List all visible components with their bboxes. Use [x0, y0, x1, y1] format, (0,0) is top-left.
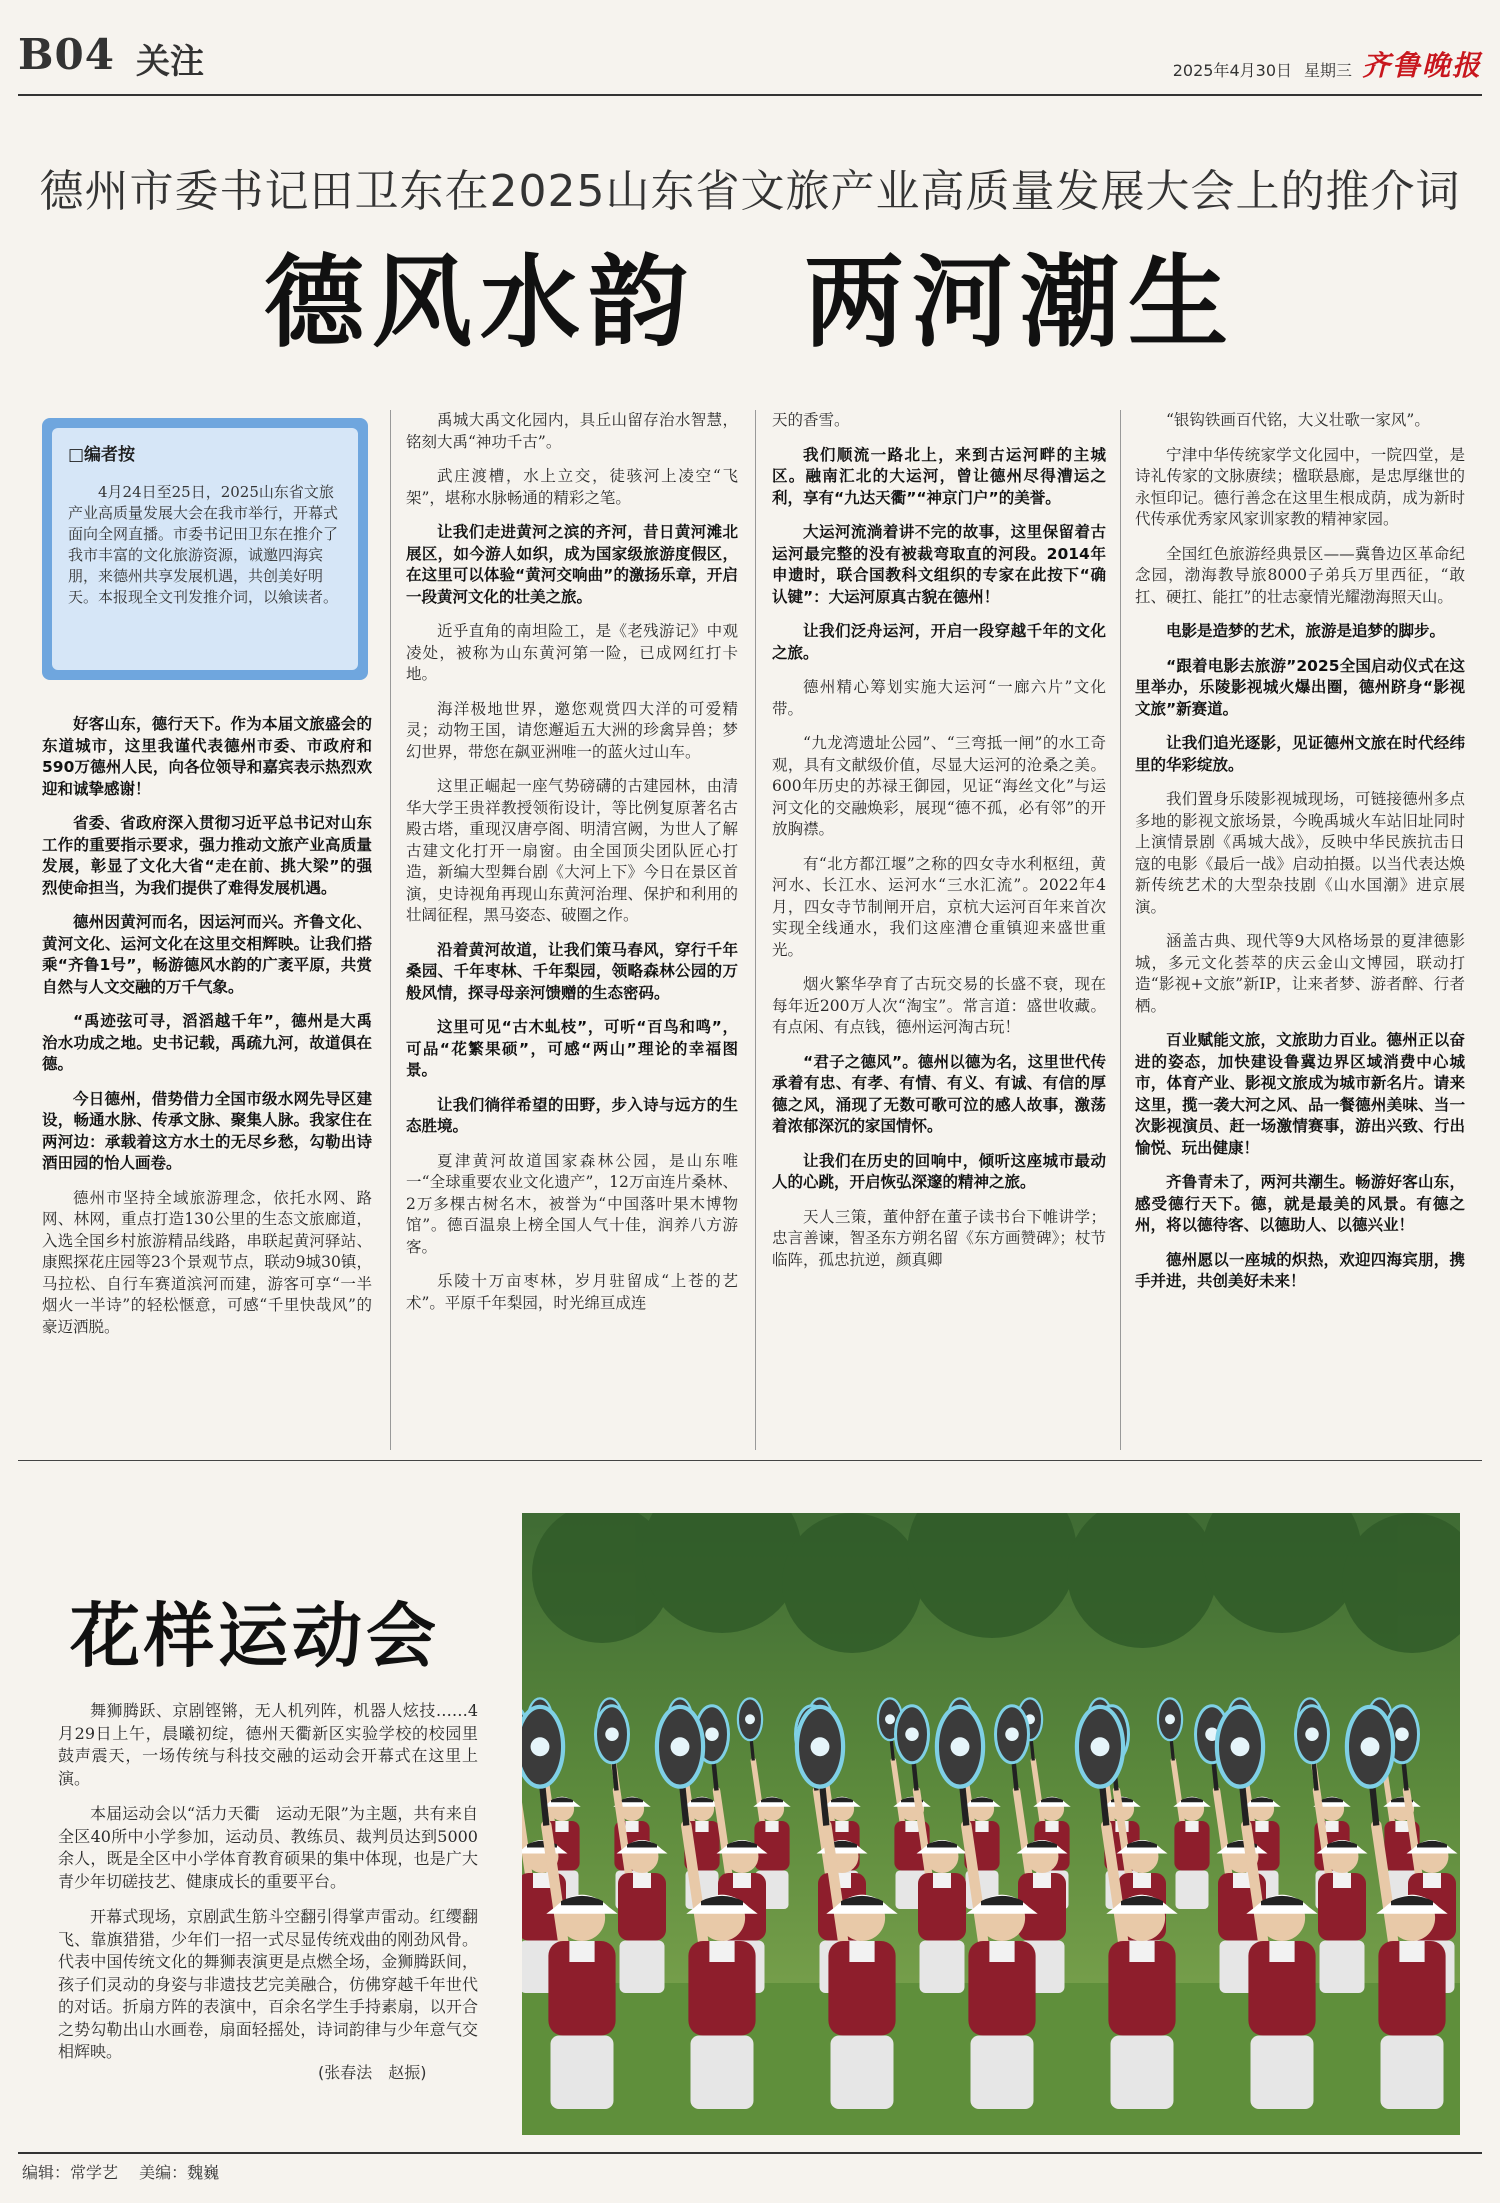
header-rule	[18, 94, 1482, 96]
article-paragraph: 乐陵十万亩枣林，岁月驻留成“上苍的艺术”。平原千年梨园，时光绵亘成连	[406, 1272, 738, 1312]
designer-credit: 美编：魏巍	[139, 2163, 220, 2182]
article-paragraph: 我们顺流一路北上，来到古运河畔的主城区。融南汇北的大运河，曾让德州尽得漕运之利，享有“九达天衢”“神京门户”的美誉。	[772, 445, 1106, 507]
article-paragraph: 德州精心筹划实施大运河“一廊六片”文化带。	[772, 678, 1106, 718]
article-headline: 德风水韵 两河潮生	[264, 243, 1236, 361]
article-paragraph: 德州市坚持全域旅游理念，依托水网、路网、林网，重点打造130公里的生态文旅廊道，入选全国乡村旅游精品线路，串联起黄河驿站、康熙探花庄园等23个景观节点，联动9城30镇，马拉松、自行车赛道滨河而建，游客可享“一半烟火一半诗”的轻松惬意，可感“千里快哉风”的豪迈洒脱。	[42, 1188, 372, 1336]
article-paragraph: 好客山东，德行天下。作为本届文旅盛会的东道城市，这里我谨代表德州市委、市政府和590万德州人民，向各位领导和嘉宾表示热烈欢迎和诚挚感谢！	[42, 715, 372, 798]
sports-paragraph: 舞狮腾跃、京剧铿锵，无人机列阵，机器人炫技……4月29日上午，晨曦初绽，德州天衢新区实验学校的校园里鼓声震天，一场传统与科技交融的运动会开幕式在这里上演。	[58, 1701, 478, 1788]
article-paragraph: 德州愿以一座城的炽热，欢迎四海宾朋，携手并进，共创美好未来！	[1135, 1250, 1465, 1290]
article-column-2	[406, 410, 738, 1327]
article-paragraph: “君子之德风”。德州以德为名，这里世代传承着有忠、有孝、有情、有义、有诚、有信的厚德之风，涌现了无数可歌可泣的感人故事，激荡着浓郁深沉的家国情怀。	[772, 1052, 1106, 1135]
article-paragraph: 省委、省政府深入贯彻习近平总书记对山东工作的重要指示要求，强力推动文旅产业高质量发展，彰显了文化大省“走在前、挑大梁”的强烈使命担当，为我们提供了难得发展机遇。	[42, 814, 372, 897]
page-code: B04	[18, 30, 115, 79]
article-paragraph: 让我们徜徉希望的田野，步入诗与远方的生态胜境。	[406, 1095, 738, 1135]
article-paragraph: 百业赋能文旅，文旅助力百业。德州正以奋进的姿态，加快建设鲁冀边界区域消费中心城市，体育产业、影视文旅成为城市新名片。请来这里，揽一袭大河之风、品一餐德州美味、当一次影视演员、赶一场激情赛事，游出兴致、行出愉悦、玩出健康！	[1135, 1031, 1465, 1157]
article-paragraph: 让我们泛舟运河，开启一段穿越千年的文化之旅。	[772, 622, 1106, 662]
article-paragraph: 烟火繁华孕育了古玩交易的长盛不衰，现在每年近200万人次“淘宝”。常言道：盛世收藏。有点闲、有点钱，德州运河淘古玩！	[772, 975, 1106, 1036]
article-paragraph: 禹城大禹文化园内，具丘山留存治水智慧，铭刻大禹“神功千古”。	[406, 411, 738, 451]
article-paragraph: 齐鲁青未了，两河共潮生。畅游好客山东，感受德行天下。德，就是最美的风景。有德之州，将以德待客、以德助人、以德兴业！	[1135, 1173, 1465, 1234]
article-paragraph: 德州因黄河而名，因运河而兴。齐鲁文化、黄河文化、运河文化在这里交相辉映。让我们搭乘“齐鲁1号”，畅游德风水韵的广袤平原，共赏自然与人文交融的万千气象。	[42, 913, 372, 996]
article-paragraph: 涵盖古典、现代等9大风格场景的夏津德影城，多元文化荟萃的庆云金山文博园，联动打造“影视+文旅”新IP，让来者梦、游者醉、行者栖。	[1135, 932, 1465, 1015]
sports-paragraph: 本届运动会以“活力天衢 运动无限”为主题，共有来自全区40所中小学参加，运动员、教练员、裁判员达到5000余人，既是全区中小学体育教育硕果的集中体现，也是广大青少年切磋技艺、健康成长的重要平台。	[58, 1804, 478, 1891]
sports-title: 花样运动会	[70, 1594, 440, 1677]
article-paragraph: 夏津黄河故道国家森林公园，是山东唯一“全球重要农业文化遗产”，12万亩连片桑林、2万多棵古树名木，被誉为“中国落叶果木博物馆”。德百温泉上榜全国人气十佳，润养八方游客。	[406, 1151, 738, 1256]
article-paragraph: 有“北方都江堰”之称的四女寺水利枢纽，黄河水、长江水、运河水“三水汇流”。2022年4月，四女寺节制闸开启，京杭大运河百年来首次实现全线通水，我们这座漕仓重镇迎来盛世重光。	[772, 854, 1106, 959]
article-paragraph: 宁津中华传统家学文化园中，一院四堂，是诗礼传家的文脉赓续；楹联悬廊，是忠厚继世的永恒印记。德行善念在这里生根成荫，成为新时代传承优秀家风家训家教的精神家园。	[1135, 445, 1465, 528]
page-footer	[22, 2160, 235, 2183]
article-paragraph: “九龙湾遗址公园”、“三弯抵一闸”的水工奇观，具有文献级价值，尽显大运河的沧桑之美。600年历史的苏禄王御园，见证“海丝文化”与运河文化的交融焕彩，展现“德不孤，必有邻”的开放胸襟。	[772, 734, 1106, 838]
article-column-4	[1135, 410, 1465, 1306]
sports-article-body	[58, 1700, 478, 2077]
article-paragraph: 大运河流淌着讲不完的故事，这里保留着古运河最完整的没有被裁弯取直的河段。2014年申遗时，联合国教科文组织的专家在此按下“确认键”：大运河原真古貌在德州！	[772, 523, 1106, 606]
column-divider	[755, 410, 756, 1450]
article-paragraph: 我们置身乐陵影视城现场，可链接德州多点多地的影视文旅场景，今晚禹城火车站旧址同时上演情景剧《禹城大战》，反映中华民族抗击日寇的电影《最后一战》启动拍摄。以当代表达焕新传统艺术的大型杂技剧《山水国潮》进京展演。	[1135, 790, 1465, 916]
article-column-1	[42, 714, 372, 1351]
article-paragraph: 今日德州，借势借力全国市级水网先导区建设，畅通水脉、传承文脉、聚集人脉。我家住在两河边：承载着这方水土的无尽乡愁，勾勒出诗酒田园的怡人画卷。	[42, 1089, 372, 1172]
article-column-3	[772, 410, 1106, 1284]
sports-byline: (张春法 赵振)	[318, 2063, 427, 2082]
article-paragraph: 让我们走进黄河之滨的齐河，昔日黄河滩北展区，如今游人如织，成为国家级旅游度假区，在这里可以体验“黄河交响曲”的激扬乐章，开启一段黄河文化的壮美之旅。	[406, 523, 738, 606]
editor-note-title: □编者按	[68, 445, 136, 465]
footer-rule	[18, 2152, 1482, 2154]
editor-note-body: 4月24日至25日，2025山东省文旅产业高质量发展大会在我市举行，开幕式面向全网直播。市委书记田卫东在推介了我市丰富的文化旅游资源，诚邀四海宾朋，来德州共享发展机遇，共创美好明天。本报现全文刊发推介词，以飨读者。	[68, 483, 339, 606]
article-paragraph: 天人三策，董仲舒在董子读书台下帷讲学；忠言善谏，智圣东方朔名留《东方画赞碑》；杖节临阵，孤忠抗逆，颜真卿	[772, 1207, 1106, 1269]
article-paragraph: “银钩铁画百代铭，大义壮歌一家风”。	[1166, 411, 1430, 429]
sports-meet-photo	[522, 1513, 1460, 2135]
article-paragraph: 电影是造梦的艺术，旅游是追梦的脚步。	[1166, 622, 1446, 640]
editor-credit: 编辑：常学艺	[22, 2163, 119, 2182]
article-paragraph: 这里正崛起一座气势磅礴的古建园林，由清华大学王贵祥教授领衔设计，等比例复原著名古殿古塔，重现汉唐亭阁、明清宫阙，为世人了解古建文化打开一扇窗。由全国顶尖团队匠心打造，新编大型舞台剧《大河上下》今日在景区首演，史诗视角再现山东黄河治理、保护和利用的壮阔征程，黑马姿态、破圈之作。	[406, 777, 738, 924]
article-paragraph: 沿着黄河故道，让我们策马春风，穿行千年桑园、千年枣林、千年梨园，领略森林公园的万般风情，探寻母亲河馈赠的生态密码。	[406, 940, 738, 1002]
article-paragraph: “跟着电影去旅游”2025全国启动仪式在这里举办，乐陵影视城火爆出圈，德州跻身“影视文旅”新赛道。	[1135, 656, 1465, 718]
column-divider	[1120, 410, 1121, 1450]
section-name: 关注	[136, 42, 204, 82]
editor-note-inner	[52, 428, 358, 670]
article-paragraph: 海洋极地世界，邀您观赏四大洋的可爱精灵；动物王国，请您邂逅五大洲的珍禽异兽；梦幻世界，带您在飙亚洲唯一的蓝火过山车。	[406, 699, 738, 761]
weekday: 星期三	[1303, 61, 1352, 80]
article-kicker: 德州市委书记田卫东在2025山东省文旅产业高质量发展大会上的推介词	[39, 166, 1461, 217]
editor-note-box	[42, 418, 368, 680]
article-paragraph: 这里可见“古木虬枝”，可听“百鸟和鸣”，可品“花繁果硕”，可感“两山”理论的幸福图景。	[406, 1018, 738, 1079]
article-paragraph: 让我们追光逐影，见证德州文旅在时代经纬里的华彩绽放。	[1135, 734, 1465, 774]
article-paragraph: 近乎直角的南坦险工，是《老残游记》中观凌处，被称为山东黄河第一险，已成网红打卡地。	[406, 622, 738, 683]
section-divider	[18, 1460, 1482, 1461]
students-with-paddles-illustration	[522, 1513, 1460, 2135]
issue-date: 2025年4月30日	[1172, 61, 1292, 80]
newspaper-logo: 齐鲁晚报	[1361, 49, 1482, 82]
article-paragraph: 武庄渡槽，水上立交，徒骇河上凌空“飞架”，堪称水脉畅通的精彩之笔。	[406, 467, 738, 507]
page-header	[18, 18, 1482, 92]
article-paragraph: 让我们在历史的回响中，倾听这座城市最动人的心跳，开启恢弘深邃的精神之旅。	[772, 1151, 1106, 1191]
article-paragraph: “禹迹弦可寻，滔滔越千年”，德州是大禹治水功成之地。史书记载，禹疏九河，故道俱在德。	[42, 1012, 372, 1073]
article-paragraph: 全国红色旅游经典景区——冀鲁边区革命纪念园，渤海教导旅8000子弟兵万里西征，“敢扛、硬扛、能扛”的壮志豪情光耀渤海照天山。	[1135, 544, 1465, 606]
column-divider	[390, 410, 391, 1450]
sports-paragraph: 开幕式现场，京剧武生筋斗空翻引得掌声雷动。红缨翻飞、靠旗猎猎，少年们一招一式尽显传统戏曲的刚劲风骨。代表中国传统文化的舞狮表演更是点燃全场，金狮腾跃间，孩子们灵动的身姿与非遗技艺完美融合，仿佛穿越千年世代的对话。折扇方阵的表演中，百余名学生手持素扇，以开合之势勾勒出山水画卷，扇面轻摇处，诗词韵律与少年意气交相辉映。	[58, 1907, 478, 2061]
article-paragraph: 天的香雪。	[772, 411, 850, 429]
